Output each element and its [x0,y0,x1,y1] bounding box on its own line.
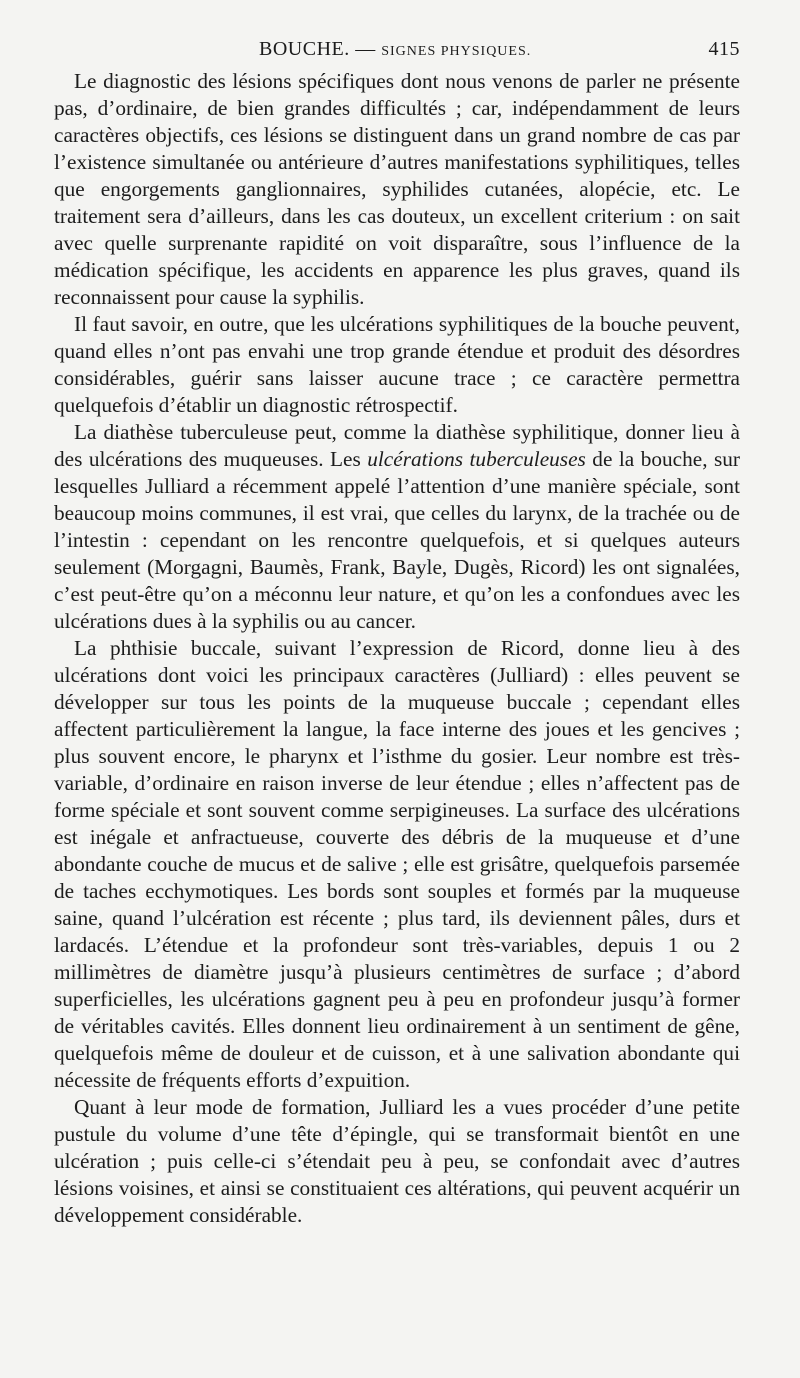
italic-term: ulcérations tuberculeuses [367,447,586,471]
running-title-section: SIGNES PHYSIQUES. [381,44,532,59]
paragraph-3 [54,419,740,635]
body-text [54,68,740,1229]
paragraph-5: Quant à leur mode de formation, Julliard les a vues procéder d’une petite pustule du volume d’une tête d’épingle, qui se transformait bientôt en une ulcération ; puis celle-ci s’étendait peu à peu, se confondait avec d’autres lésions voisines, et ainsi se constituaient ces altérations, qui peuvent acquérir un développement considérable. [54,1095,740,1227]
paragraph-4: La phthisie buccale, suivant l’expression de Ricord, donne lieu à des ulcérations dont voici les principaux caractères (Julliard) : elles peuvent se développer sur tous les points de la muqueuse buccale ; cependant elles affectent particulièrement la langue, la face interne des joues et les gencives ; plus souvent encore, le pharynx et l’isthme du gosier. Leur nombre est très-variable, d’ordinaire en raison inverse de leur étendue ; elles n’affectent pas de forme spéciale et sont souvent comme serpigineuses. La surface des ulcérations est inégale et anfractueuse, couverte des débris de la muqueuse et d’une abondante couche de mucus et de salive ; elle est grisâtre, quelquefois parsemée de taches ecchymotiques. Les bords sont souples et formés par la muqueuse saine, quand l’ulcération est récente ; plus tard, ils deviennent pâles, durs et lardacés. L’étendue et la profondeur sont très-variables, depuis 1 ou 2 millimètres de diamètre jusqu’à plusieurs centimètres de surface ; d’abord superficielles, les ulcérations gagnent peu à peu en profondeur jusqu’à former de véritables cavités. Elles donnent lieu ordinairement à un sentiment de gêne, quelquefois même de douleur et de cuisson, et à une salivation abondante qui nécessite de fréquents efforts d’expuition. [54,636,740,1092]
page-number: 415 [708,38,740,60]
paragraph-3-after: de la bouche, sur lesquelles Julliard a récemment appelé l’attention d’une manière spéciale, sont beaucoup moins communes, il est vrai, que celles du larynx, de la trachée ou de l’intestin : cependant on les rencontre quelquefois, et si quelques auteurs seulement (Morgagni, Baumès, Frank, Bayle, Dugès, Ricord) les ont signalées, c’est peut-être qu’on a méconnu leur nature, et qu’on les a confondues avec les ulcérations dues à la syphilis ou au cancer. [54,447,741,633]
running-title [259,38,531,61]
running-head [54,38,740,68]
paragraph-3-before: La diathèse tuberculeuse peut, comme la diathèse syphilitique, donner lieu à des ulcérations des muqueuses. Les [54,420,740,471]
running-title-main: BOUCHE. — [259,38,376,60]
paragraph-2: Il faut savoir, en outre, que les ulcérations syphilitiques de la bouche peuvent, quand elles n’ont pas envahi une trop grande étendue et produit des désordres considérables, guérir sans laisser aucune trace ; ce caractère permettra quelquefois d’établir un diagnostic rétrospectif. [54,312,740,417]
paragraph-1: Le diagnostic des lésions spécifiques dont nous venons de parler ne présente pas, d’ordinaire, de bien grandes difficultés ; car, indépendamment de leurs caractères objectifs, ces lésions se distinguent dans un grand nombre de cas par l’existence simultanée ou antérieure d’autres manifestations syphilitiques, telles que engorgements ganglionnaires, syphilides cutanées, alopécie, etc. Le traitement sera d’ailleurs, dans les cas douteux, un excellent criterium : on sait avec quelle surprenante rapidité on voit disparaître, sous l’influence de la médication spécifique, les accidents en apparence les plus graves, quand ils reconnaissent pour cause la syphilis. [54,69,740,309]
